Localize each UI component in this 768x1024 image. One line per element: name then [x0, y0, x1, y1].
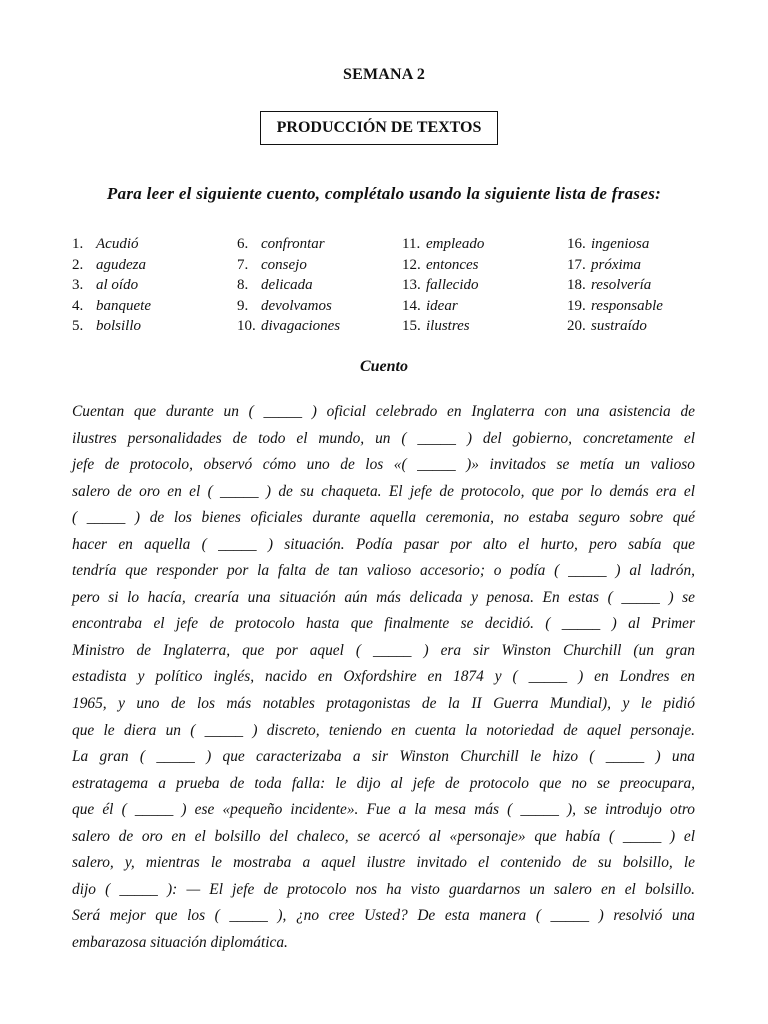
- instructions: Para leer el siguiente cuento, complétalo usando la siguiente lista de frases:: [106, 184, 662, 203]
- story-line: que le diera un ( _____ ) discreto, teniendo en cuenta la notoriedad de aquel personaje.: [72, 721, 695, 739]
- story-line: hacer en aquella ( _____ ) situación. Podía pasar por alto el hurto, pero sabía que: [72, 535, 695, 553]
- story-line: salero de oro en el bolsillo del chaleco, se acercó al «personaje» que había ( _____ ) el: [72, 827, 695, 845]
- word-list-item: [237, 234, 402, 255]
- word-list-item: [567, 255, 732, 276]
- word-text: devolvamos: [261, 297, 332, 314]
- word-list-item: [72, 255, 237, 276]
- story-line: encontraba el jefe de protocolo hasta que finalmente se decidió. ( _____ ) al Primer: [72, 615, 695, 633]
- word-number: 12.: [402, 256, 421, 273]
- word-number: 19.: [567, 297, 586, 314]
- story-line: salero, y, mientras le mostraba a aquel ilustre invitado el contenido de su bolsillo, le: [72, 854, 695, 872]
- word-number: 13.: [402, 277, 421, 293]
- word-number: 3.: [72, 277, 84, 293]
- word-number: 17.: [567, 256, 586, 273]
- word-number: 4.: [72, 297, 84, 314]
- word-text: consejo: [261, 256, 307, 273]
- story-line: embarazosa situación diplomática.: [72, 933, 288, 951]
- word-number: 14.: [402, 297, 421, 314]
- story-line: que él ( _____ ) ese «pequeño incidente». Fue a la mesa más ( _____ ), se introdujo otro: [72, 801, 695, 819]
- word-number: 5.: [72, 318, 84, 334]
- word-list-item: [567, 296, 732, 317]
- word-column-4: [567, 234, 732, 337]
- word-list: [72, 234, 712, 338]
- story-line: dijo ( _____ ): — El jefe de protocolo nos ha visto guardarnos un salero en el bolsillo.: [72, 880, 695, 898]
- story-line: Ministro de Inglaterra, que por aquel ( _____ ) era sir Winston Churchill (un gran: [72, 641, 695, 659]
- word-text: próxima: [591, 256, 641, 273]
- word-text: banquete: [96, 297, 151, 314]
- story-line: salero de oro en el ( _____ ) de su chaqueta. El jefe de protocolo, que por lo demás era el: [72, 482, 695, 500]
- story-line: La gran ( _____ ) que caracterizaba a sir Winston Churchill le hizo ( _____ ) una: [72, 748, 695, 766]
- word-number: 16.: [567, 236, 586, 252]
- word-column-1: [72, 234, 237, 337]
- word-list-item: [402, 316, 567, 337]
- word-text: entonces: [426, 256, 479, 273]
- story-line: 1965, y uno de los más notables protagonistas de la II Guerra Mundial), y le pidió: [72, 695, 695, 713]
- word-text: idear: [426, 297, 458, 314]
- word-number: 6.: [237, 236, 249, 252]
- word-number: 20.: [567, 318, 586, 334]
- word-text: bolsillo: [96, 318, 142, 334]
- word-number: 15.: [402, 318, 421, 334]
- story-line: ilustres personalidades de todo el mundo, un ( _____ ) del gobierno, concretamente el: [72, 429, 695, 447]
- story-line: ( _____ ) de los bienes oficiales durante aquella ceremonia, no estaba seguro sobre qué: [72, 509, 695, 527]
- story-line: estratagema a prueba de toda falla: le dijo al jefe de protocolo que no se preocupara,: [72, 774, 695, 792]
- word-text: empleado: [426, 236, 485, 252]
- word-list-item: [402, 296, 567, 317]
- word-number: 7.: [237, 256, 249, 273]
- story-line: Será mejor que los ( _____ ), ¿no cree Usted? De esta manera ( _____ ) resolvió una: [72, 907, 695, 925]
- section-title: PRODUCCIÓN DE TEXTOS: [276, 119, 482, 136]
- word-list-item: [72, 234, 237, 255]
- story-line: estadista y político inglés, nacido en Oxfordshire en 1874 y ( _____ ) en Londres en: [72, 668, 695, 686]
- word-number: 9.: [237, 297, 249, 314]
- word-list-item: [402, 255, 567, 276]
- word-number: 8.: [237, 277, 249, 293]
- word-text: al oído: [96, 277, 139, 293]
- story-line: tendría que responder por la falta de tan valioso accesorio; o podía ( _____ ) al ladrón,: [72, 562, 695, 580]
- word-list-item: [237, 316, 402, 337]
- story-line: Cuentan que durante un ( _____ ) oficial celebrado en Inglaterra con una asistencia de: [72, 403, 695, 420]
- word-text: Acudió: [96, 236, 139, 252]
- word-text: sustraído: [591, 318, 647, 334]
- word-list-item: [72, 296, 237, 317]
- word-list-item: [72, 316, 237, 337]
- word-text: ingeniosa: [591, 236, 650, 252]
- word-list-item: [237, 255, 402, 276]
- word-number: 2.: [72, 256, 84, 273]
- word-list-item: [402, 275, 567, 296]
- story-body: [72, 399, 695, 956]
- word-list-item: [237, 296, 402, 317]
- story-line: jefe de protocolo, observó cómo uno de los «( _____ )» invitados se metía un valioso: [72, 456, 695, 474]
- word-text: delicada: [261, 277, 313, 293]
- word-number: 11.: [402, 236, 421, 252]
- word-text: ilustres: [426, 318, 470, 334]
- section-title-box: [260, 111, 498, 145]
- word-text: agudeza: [96, 256, 146, 273]
- word-text: confrontar: [261, 236, 325, 252]
- word-number: 10.: [237, 318, 256, 334]
- word-list-item: [402, 234, 567, 255]
- word-list-item: [567, 234, 732, 255]
- word-list-item: [72, 275, 237, 296]
- word-column-3: [402, 234, 567, 337]
- word-text: resolvería: [591, 277, 652, 293]
- word-list-item: [567, 316, 732, 337]
- word-list-item: [237, 275, 402, 296]
- story-line: pero si lo hacía, crearía una situación aún más delicada y penosa. En estas ( _____ ) se: [72, 588, 695, 606]
- word-list-item: [567, 275, 732, 296]
- word-number: 1.: [72, 236, 84, 252]
- week-title: SEMANA 2: [342, 66, 426, 83]
- word-number: 18.: [567, 277, 586, 293]
- word-text: fallecido: [426, 277, 479, 293]
- story-heading: Cuento: [359, 358, 408, 375]
- word-text: divagaciones: [261, 318, 341, 334]
- word-text: responsable: [591, 297, 663, 314]
- word-column-2: [237, 234, 402, 337]
